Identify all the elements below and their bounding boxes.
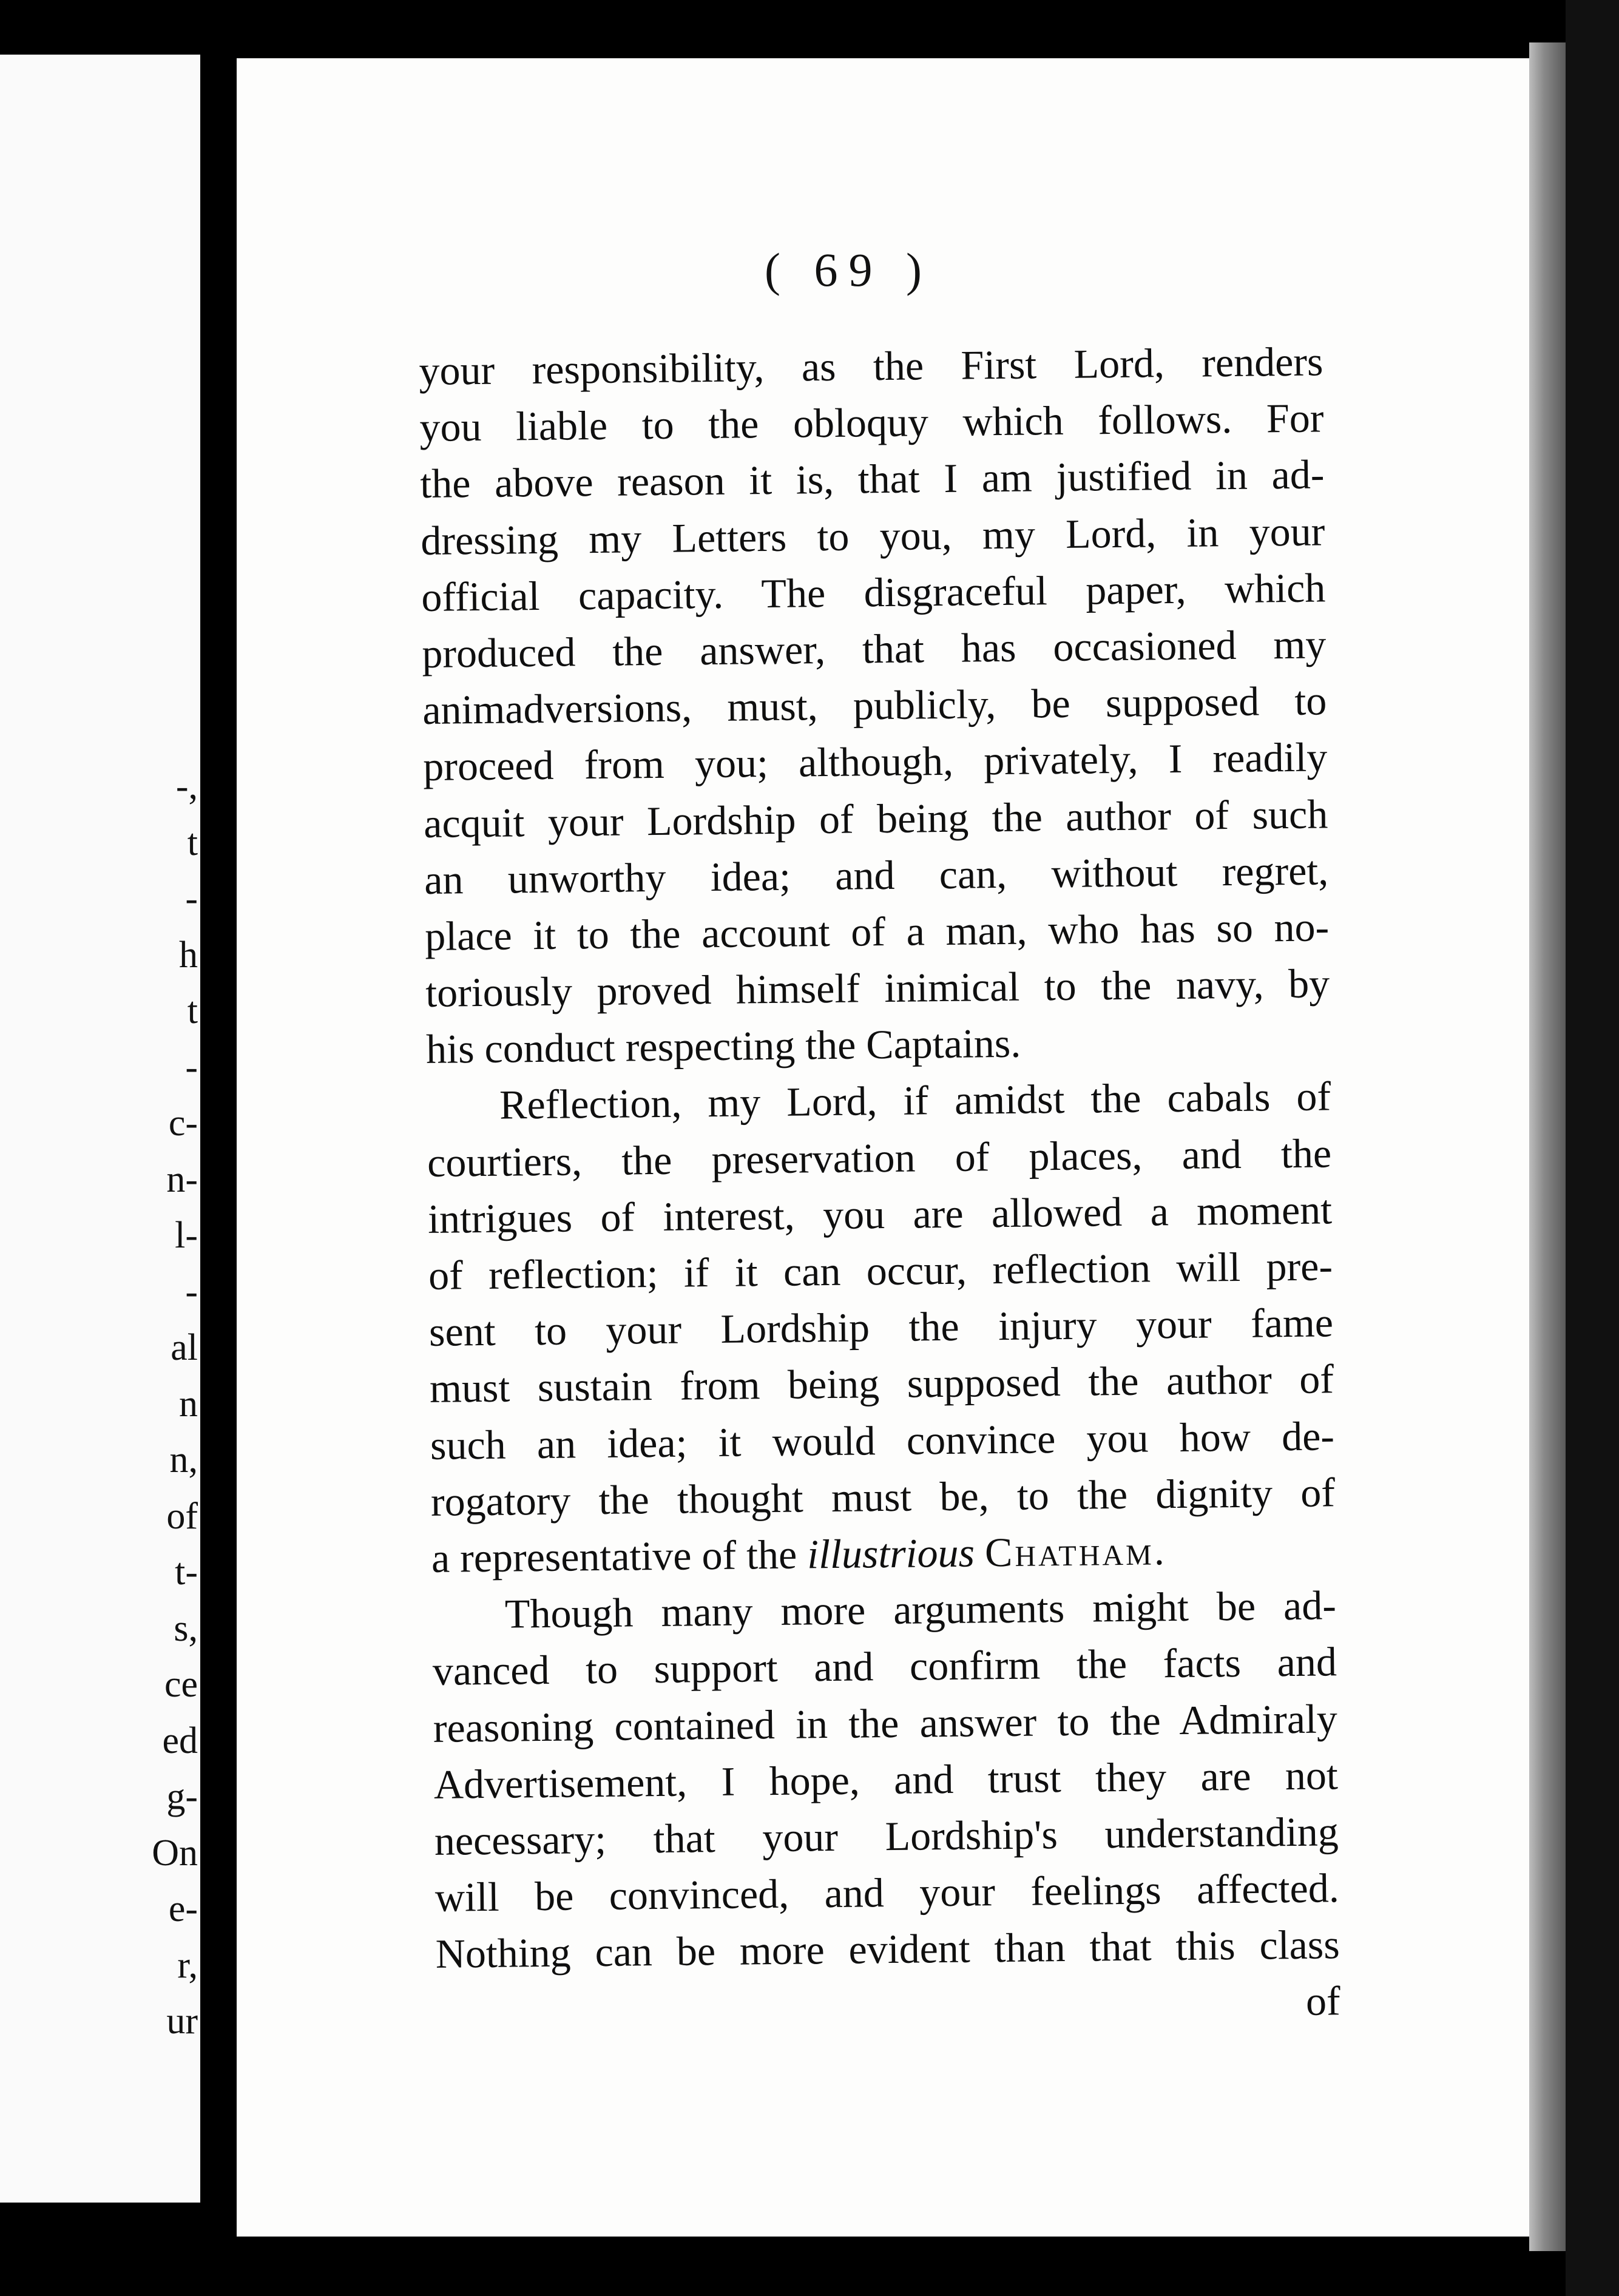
left-fragment: -,	[175, 766, 198, 807]
page-edge-shadow	[1529, 42, 1566, 2251]
left-page-text-fragments	[125, 758, 198, 2050]
text-line: rogatory the thought must be, to the dignity of	[430, 1469, 1336, 1525]
left-fragment: n,	[169, 1439, 198, 1481]
left-fragment: n-	[166, 1158, 198, 1200]
left-facing-page	[0, 55, 200, 2203]
text-line: toriously proved himself inimical to the navy, by	[425, 960, 1330, 1016]
text-line: dressing my Letters to you, my Lord, in your	[421, 507, 1325, 564]
scan-background	[1566, 0, 1619, 2296]
left-fragment: -	[185, 878, 198, 919]
body-text	[419, 333, 1340, 2039]
left-fragment: g-	[166, 1776, 198, 1817]
text-line: reasoning contained in the answer to the Admiraly	[433, 1695, 1338, 1751]
text-line: place it to the account of a man, who has so no-	[424, 903, 1330, 959]
page-number: ( 69 )	[765, 243, 933, 296]
text-line: Though many more arguments might be ad-	[504, 1582, 1337, 1637]
text-line: animadversions, must, publicly, be supposed to	[422, 677, 1327, 734]
smallcaps-name: Chatham	[984, 1527, 1155, 1576]
left-fragment: of	[166, 1495, 198, 1537]
text-line: the above reason it is, that I am justified in ad-	[420, 451, 1325, 507]
text-line: an unworthy idea; and can, without regret,	[424, 847, 1329, 903]
catchword: of	[1305, 1977, 1341, 2025]
text-line: produced the answer, that has occasioned my	[421, 621, 1327, 677]
text-line: proceed from you; although, privately, I readily	[422, 734, 1328, 790]
text-line: will be convinced, and your feelings affected.	[434, 1865, 1340, 1920]
text-line: Reflection, my Lord, if amidst the cabals of	[499, 1073, 1331, 1129]
text-span	[975, 1529, 985, 1575]
text-line: necessary; that your Lordship's understanding	[434, 1808, 1339, 1864]
left-fragment: -	[185, 1271, 198, 1312]
text-line: vanced to support and confirm the facts and	[432, 1638, 1337, 1695]
text-line: his conduct respecting the Captains.	[425, 1019, 1021, 1073]
italic-word: illustrious	[806, 1529, 975, 1578]
left-fragment: t	[187, 822, 198, 863]
text-line: your responsibility, as the First Lord, renders	[419, 338, 1323, 394]
text-line: official capacity. The disgraceful paper, which	[421, 564, 1326, 620]
left-fragment: On	[152, 1832, 198, 1874]
left-fragment: ur	[166, 2001, 198, 2042]
text-line: sent to your Lordship the injury your fame	[428, 1299, 1334, 1356]
left-fragment: ed	[162, 1720, 198, 1761]
text-line: must sustain from being supposed the author of	[429, 1356, 1334, 1412]
left-fragment: e-	[168, 1888, 198, 1930]
text-line-chatham	[431, 1521, 1336, 1587]
left-fragment: s,	[174, 1607, 198, 1649]
left-fragment: ce	[164, 1664, 198, 1705]
text-line: acquit your Lordship of being the author of such	[423, 790, 1328, 846]
left-fragment: t	[187, 990, 198, 1032]
text-line: Advertisement, I hope, and trust they are not	[433, 1751, 1339, 1808]
left-fragment: l-	[175, 1215, 198, 1256]
text-line: you liable to the obloquy which follows. For	[419, 394, 1324, 451]
left-fragment: -	[185, 1046, 198, 1088]
text-line: Nothing can be more evident than that this class	[435, 1921, 1340, 1977]
text-span: .	[1154, 1527, 1165, 1574]
text-line: courtiers, the preservation of places, and the	[427, 1129, 1332, 1186]
left-fragment: r,	[177, 1944, 198, 1986]
left-fragment: al	[171, 1327, 198, 1368]
text-line: intrigues of interest, you are allowed a moment	[427, 1186, 1333, 1242]
text-line: of reflection; if it can occur, reflection will pre-	[428, 1243, 1333, 1298]
text-span: a representative of the	[431, 1531, 808, 1581]
book-gutter	[200, 0, 237, 2296]
text-line: such an idea; it would convince you how de-	[430, 1412, 1335, 1468]
left-fragment: t-	[175, 1551, 198, 1593]
left-fragment: c-	[168, 1102, 198, 1144]
left-fragment: h	[179, 934, 198, 976]
left-fragment: n	[179, 1383, 198, 1425]
